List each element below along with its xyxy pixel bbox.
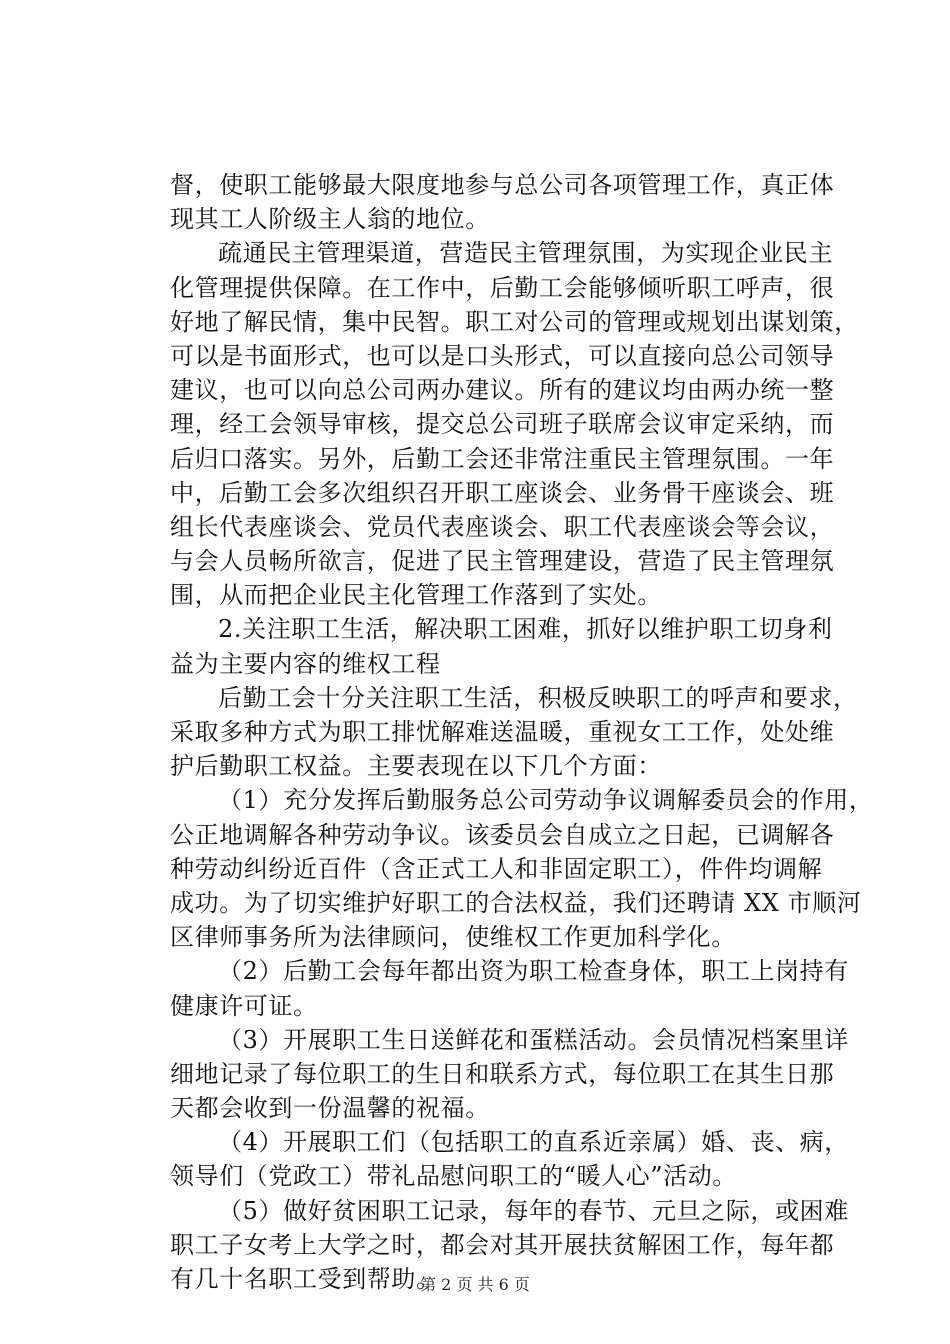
text-line: 天都会收到一份温馨的祝福。 bbox=[170, 1094, 490, 1123]
text-line: 化管理提供保障。在工作中，后勤工会能够倾听职工呼声，很 bbox=[170, 273, 835, 302]
page-footer: 第 2 页 共 6 页 bbox=[420, 1275, 530, 1294]
text-line: （2）后勤工会每年都出资为职工检查身体，职工上岗持有 bbox=[218, 957, 849, 986]
text-line: 2.关注职工生活，解决职工困难，抓好以维护职工切身利 bbox=[218, 615, 833, 644]
text-line: 建议，也可以向总公司两办建议。所有的建议均由两办统一整 bbox=[170, 376, 835, 405]
text-line: 公正地调解各种劳动争议。该委员会自成立之日起，已调解各 bbox=[170, 820, 835, 849]
text-line: 健康许可证。 bbox=[170, 991, 318, 1020]
text-line: 组长代表座谈会、党员代表座谈会、职工代表座谈会等会议， bbox=[170, 512, 835, 541]
text-line: 督，使职工能够最大限度地参与总公司各项管理工作，真正体 bbox=[170, 171, 835, 199]
text-line: 中，后勤工会多次组织召开职工座谈会、业务骨干座谈会、班 bbox=[170, 478, 835, 507]
text-line: （1）充分发挥后勤服务总公司劳动争议调解委员会的作用， bbox=[218, 786, 874, 815]
text-line: 有几十名职工受到帮助。 bbox=[170, 1265, 441, 1293]
text-line: 区律师事务所为法律顾问，使维权工作更加科学化。 bbox=[170, 923, 736, 952]
text-line: 后归口落实。另外，后勤工会还非常注重民主管理氛围。一年 bbox=[170, 444, 835, 473]
text-line: 与会人员畅所欲言，促进了民主管理建设，营造了民主管理氛 bbox=[170, 547, 835, 576]
text-line: 成功。为了切实维护好职工的合法权益，我们还聘请 XX 市顺河 bbox=[170, 888, 862, 917]
text-line: 益为主要内容的维权工程 bbox=[170, 649, 441, 678]
text-line: 领导们（党政工）带礼品慰问职工的“暖人心”活动。 bbox=[170, 1162, 737, 1191]
text-line: 细地记录了每位职工的生日和联系方式，每位职工在其生日那 bbox=[170, 1059, 835, 1088]
text-line: 好地了解民情，集中民智。职工对公司的管理或规划出谋划策， bbox=[170, 307, 859, 336]
text-line: 现其工人阶级主人翁的地位。 bbox=[170, 205, 490, 234]
text-line: 种劳动纠纷近百件（含正式工人和非固定职工），件件均调解 bbox=[170, 854, 823, 883]
text-line: 疏通民主管理渠道，营造民主管理氛围，为实现企业民主 bbox=[218, 239, 833, 268]
text-line: 可以是书面形式，也可以是口头形式，可以直接向总公司领导 bbox=[170, 341, 835, 370]
text-line: 围，从而把企业民主化管理工作落到了实处。 bbox=[170, 581, 662, 610]
text-line: （5）做好贫困职工记录，每年的春节、元旦之际，或困难 bbox=[218, 1196, 849, 1225]
text-line: 护后勤职工权益。主要表现在以下几个方面： bbox=[170, 752, 662, 781]
text-line: 后勤工会十分关注职工生活，积极反映职工的呼声和要求， bbox=[218, 683, 858, 712]
document-body bbox=[170, 168, 874, 1296]
text-line: （4）开展职工们（包括职工的直系近亲属）婚、丧、病， bbox=[218, 1128, 849, 1157]
text-line: （3）开展职工生日送鲜花和蛋糕活动。会员情况档案里详 bbox=[218, 1025, 849, 1054]
text-line: 理，经工会领导审核，提交总公司班子联席会议审定采纳，而 bbox=[170, 410, 835, 439]
text-line: 采取多种方式为职工排忧解难送温暖，重视女工工作，处处维 bbox=[170, 718, 835, 746]
text-line: 职工子女考上大学之时，都会对其开展扶贫解困工作，每年都 bbox=[170, 1230, 835, 1259]
